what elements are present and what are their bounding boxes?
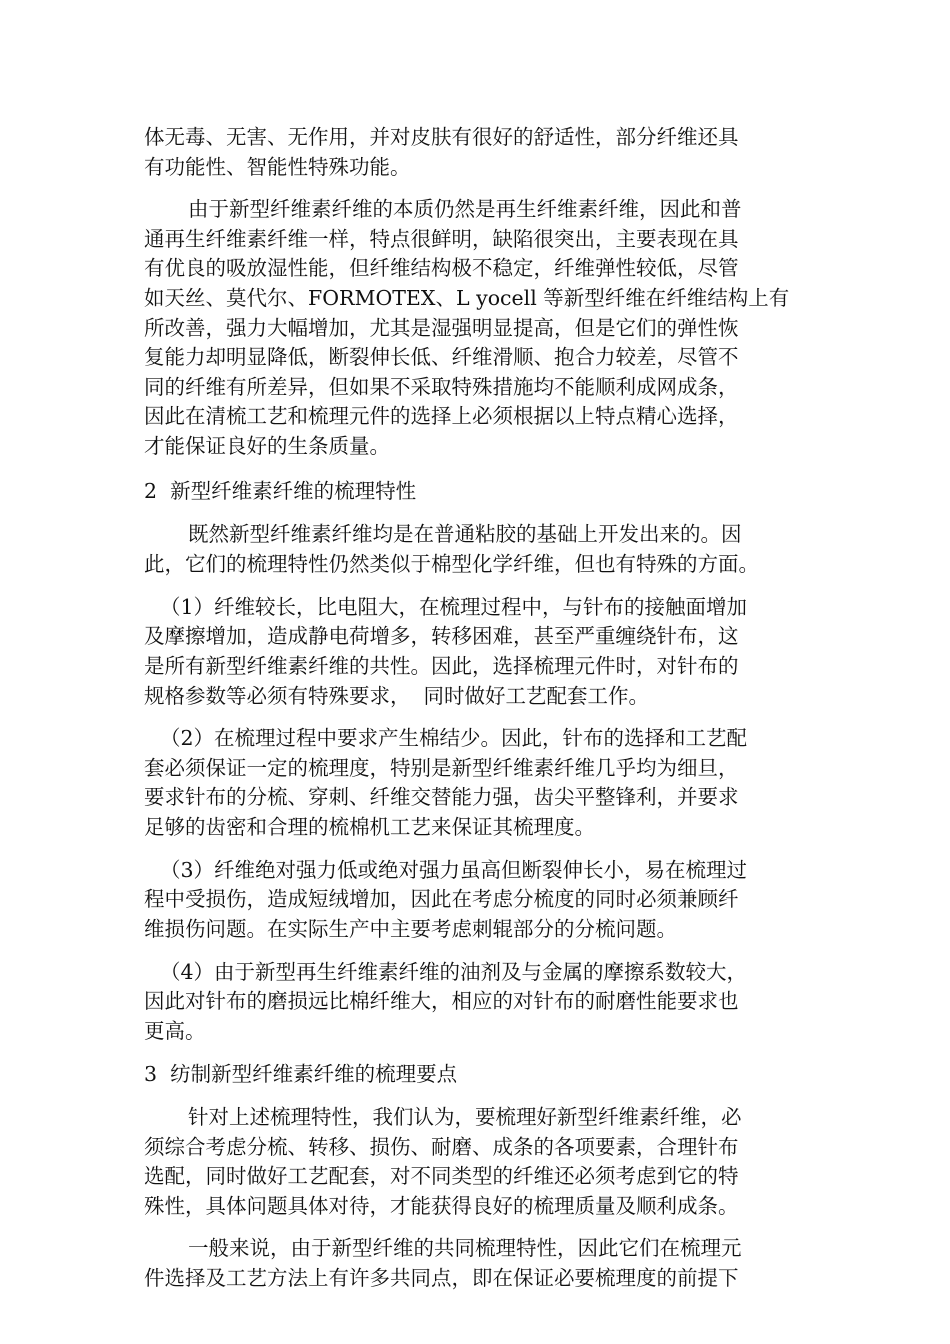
- text-line: 套必须保证一定的梳理度，特别是新型纤维素纤维几乎均为细旦，: [144, 756, 739, 780]
- text-line: 有功能性、智能性特殊功能。: [144, 155, 411, 179]
- text-line: 须综合考虑分梳、转移、损伤、耐磨、成条的各项要素，合理针布: [144, 1135, 739, 1159]
- text-line: 维损伤问题。在实际生产中主要考虑刺辊部分的分梳问题。: [144, 917, 677, 941]
- text-line: 因此对针布的磨损远比棉纤维大，相应的对针布的耐磨性能要求也: [144, 989, 739, 1013]
- text-line: （3）纤维绝对强力低或绝对强力虽高但断裂伸长小，易在梳理过: [160, 858, 748, 882]
- section-heading: 3 纺制新型纤维素纤维的梳理要点: [144, 1062, 458, 1086]
- text-line: 由于新型纤维素纤维的本质仍然是再生纤维素纤维，因此和普: [188, 197, 742, 221]
- text-line: 殊性，具体问题具体对待，才能获得良好的梳理质量及顺利成条。: [144, 1194, 739, 1218]
- text-line: 更高。: [144, 1019, 206, 1043]
- text-line: 要求针布的分梳、穿刺、纤维交替能力强，齿尖平整锋利，并要求: [144, 785, 739, 809]
- text-line: 件选择及工艺方法上有许多共同点，即在保证必要梳理度的前提下: [144, 1266, 739, 1290]
- text-line: （1）纤维较长，比电阻大，在梳理过程中，与针布的接触面增加: [160, 595, 748, 619]
- text-line: 所改善，强力大幅增加，尤其是湿强明显提高，但是它们的弹性恢: [144, 316, 739, 340]
- text-line: 足够的齿密和合理的梳棉机工艺来保证其梳理度。: [144, 815, 595, 839]
- section-heading: 2 新型纤维素纤维的梳理特性: [144, 479, 417, 503]
- text-line: 既然新型纤维素纤维均是在普通粘胶的基础上开发出来的。因: [188, 522, 742, 546]
- text-line: 选配，同时做好工艺配套，对不同类型的纤维还必须考虑到它的特: [144, 1164, 739, 1188]
- text-line: 因此在清梳工艺和梳理元件的选择上必须根据以上特点精心选择，: [144, 404, 739, 428]
- text-line: （2）在梳理过程中要求产生棉结少。因此，针布的选择和工艺配: [160, 726, 748, 750]
- text-line: 程中受损伤，造成短绒增加，因此在考虑分梳度的同时必须兼顾纤: [144, 887, 739, 911]
- text-line: 一般来说，由于新型纤维的共同梳理特性，因此它们在梳理元: [188, 1236, 742, 1260]
- text-line: 针对上述梳理特性，我们认为，要梳理好新型纤维素纤维，必: [188, 1105, 742, 1129]
- text-line: 同的纤维有所差异，但如果不采取特殊措施均不能顺利成网成条，: [144, 375, 739, 399]
- text-line: 通再生纤维素纤维一样，特点很鲜明，缺陷很突出，主要表现在具: [144, 227, 739, 251]
- text-line: 体无毒、无害、无作用，并对皮肤有很好的舒适性，部分纤维还具: [144, 125, 739, 149]
- text-line: （4）由于新型再生纤维素纤维的油剂及与金属的摩擦系数较大，: [160, 960, 748, 984]
- text-line: 如天丝、莫代尔、FORMOTEX、L yocell 等新型纤维在纤维结构上有: [144, 286, 790, 310]
- text-line: 复能力却明显降低，断裂伸长低、纤维滑顺、抱合力较差，尽管不: [144, 345, 739, 369]
- text-line: 才能保证良好的生条质量。: [144, 434, 390, 458]
- text-line: 是所有新型纤维素纤维的共性。因此，选择梳理元件时，对针布的: [144, 654, 739, 678]
- text-line: 有优良的吸放湿性能，但纤维结构极不稳定，纤维弹性较低，尽管: [144, 256, 739, 280]
- text-line: 规格参数等必须有特殊要求， 同时做好工艺配套工作。: [144, 684, 650, 708]
- text-line: 及摩擦增加，造成静电荷增多，转移困难，甚至严重缠绕针布，这: [144, 624, 739, 648]
- text-line: 此，它们的梳理特性仍然类似于棉型化学纤维，但也有特殊的方面。: [144, 552, 759, 576]
